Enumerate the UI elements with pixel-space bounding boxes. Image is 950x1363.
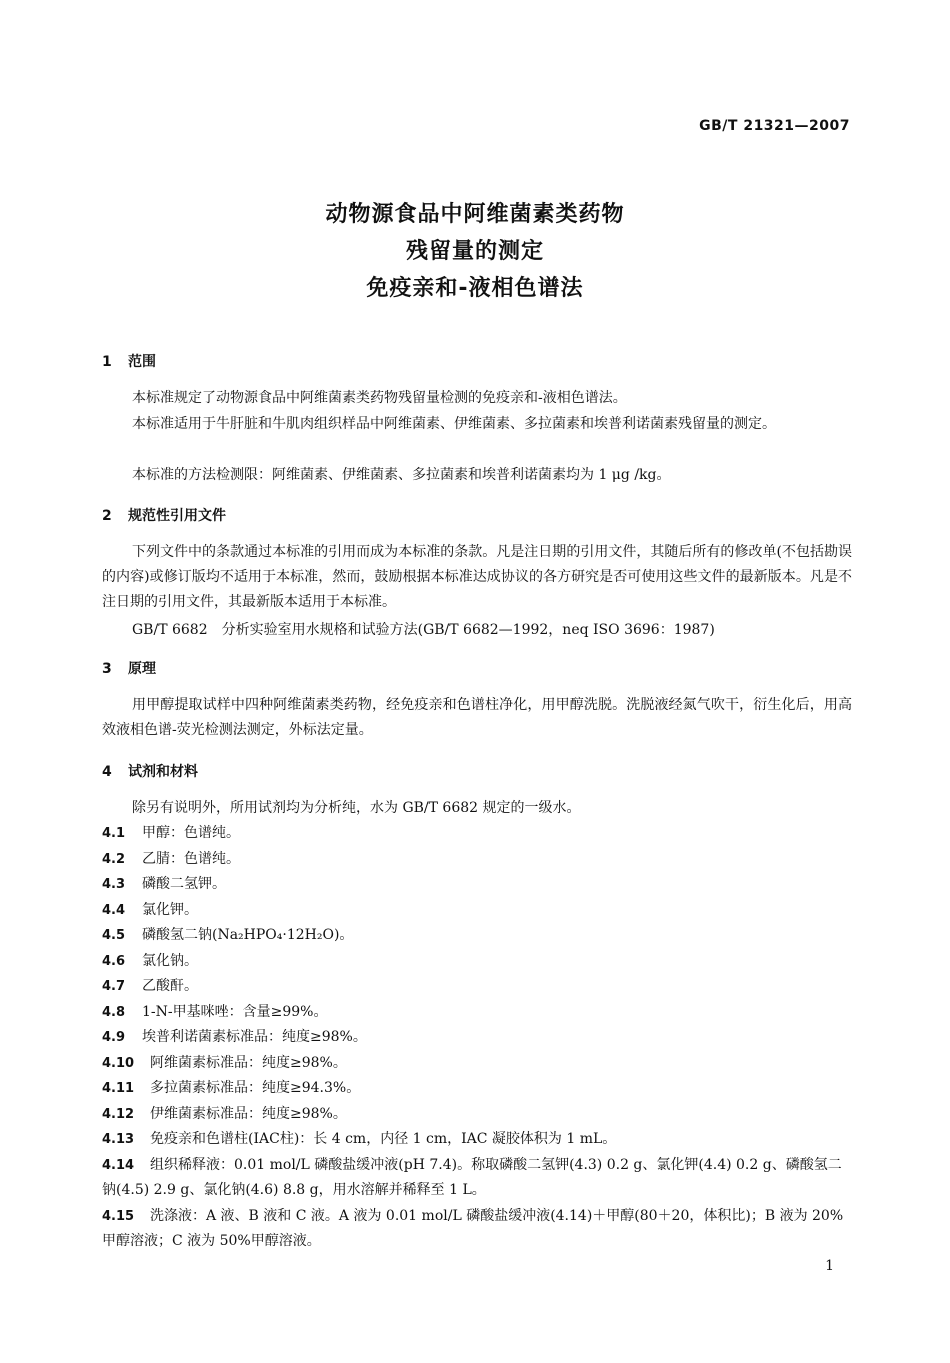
list-item	[102, 821, 852, 846]
title-line-3: 免疫亲和-液相色谱法	[366, 276, 584, 301]
item-number: 4.10	[102, 1056, 135, 1071]
list-item	[102, 949, 852, 974]
document-title	[0, 196, 950, 307]
section-number: 2	[102, 508, 112, 524]
section-1-paragraph-2: 本标准适用于牛肝脏和牛肌肉组织样品中阿维菌素、伊维菌素、多拉菌素和埃普利诺菌素残留量的测定。	[132, 416, 776, 432]
list-item	[102, 898, 852, 923]
list-item	[102, 847, 852, 872]
item-number: 4.8	[102, 1005, 126, 1020]
section-title: 规范性引用文件	[128, 508, 226, 524]
section-3-paragraph-1: 用甲醇提取试样中四种阿维菌素类药物，经免疫亲和色谱柱净化，用甲醇洗脱。洗脱液经氮气吹干，衍生化后，用高效液相色谱-荧光检测法测定，外标法定量。	[102, 697, 852, 738]
item-number: 4.11	[102, 1081, 135, 1096]
section-2-paragraph-1: 下列文件中的条款通过本标准的引用而成为本标准的条款。凡是注日期的引用文件，其随后所有的修改单(不包括勘误的内容)或修订版均不适用于本标准，然而，鼓励根据本标准达成协议的各方研究是否可使用这些文件的最新版本。凡是不注日期的引用文件，其最新版本适用于本标准。	[102, 544, 852, 610]
section-title: 原理	[128, 661, 156, 677]
list-item	[102, 974, 852, 999]
item-number: 4.13	[102, 1132, 135, 1147]
item-number: 4.1	[102, 826, 126, 841]
item-text: 甲醇：色谱纯。	[142, 825, 240, 841]
section-1-paragraph-3: 本标准的方法检测限：阿维菌素、伊维菌素、多拉菌素和埃普利诺菌素均为 1 μg /kg。	[132, 467, 671, 483]
item-number: 4.15	[102, 1209, 135, 1224]
section-4-heading	[102, 762, 198, 782]
list-item	[102, 1051, 852, 1076]
item-text: 阿维菌素标准品：纯度≥98%。	[150, 1055, 347, 1071]
list-item	[102, 1153, 852, 1203]
section-title: 试剂和材料	[128, 764, 198, 780]
list-item	[102, 1127, 852, 1152]
list-item	[102, 1025, 852, 1050]
item-number: 4.7	[102, 979, 126, 994]
item-text: 伊维菌素标准品：纯度≥98%。	[150, 1106, 347, 1122]
item-text: 氯化钠。	[142, 953, 198, 969]
title-line-1: 动物源食品中阿维菌素类药物	[325, 202, 625, 227]
item-text: 洗涤液：A 液、B 液和 C 液。A 液为 0.01 mol/L 磷酸盐缓冲液(4.14)＋甲醇(80＋20，体积比)；B 液为 20%甲醇溶液；C 液为 50%甲醇溶液。	[102, 1208, 844, 1249]
item-number: 4.12	[102, 1107, 135, 1122]
item-text: 磷酸氢二钠(Na₂HPO₄·12H₂O)。	[142, 927, 354, 943]
section-3-heading	[102, 659, 156, 679]
section-number: 4	[102, 764, 112, 780]
item-number: 4.2	[102, 852, 126, 867]
item-text: 多拉菌素标准品：纯度≥94.3%。	[150, 1080, 361, 1096]
item-text: 免疫亲和色谱柱(IAC柱)：长 4 cm，内径 1 cm，IAC 凝胶体积为 1 mL。	[150, 1131, 617, 1147]
item-text: 组织稀释液：0.01 mol/L 磷酸盐缓冲液(pH 7.4)。称取磷酸二氢钾(4.3) 0.2 g、氯化钾(4.4) 0.2 g、磷酸氢二钠(4.5) 2.9 g、氯化钠(4.6) 8.8 g，用水溶解并稀释至 1 L。	[102, 1157, 842, 1198]
item-text: 1-N-甲基咪唑：含量≥99%。	[142, 1004, 328, 1020]
standard-number: GB/T 21321—2007	[699, 118, 850, 134]
list-item	[102, 1076, 852, 1101]
section-2-heading	[102, 506, 226, 526]
item-text: 乙腈：色谱纯。	[142, 851, 240, 867]
section-title: 范围	[128, 354, 156, 370]
section-number: 3	[102, 661, 112, 677]
item-number: 4.3	[102, 877, 126, 892]
list-item	[102, 923, 852, 948]
item-number: 4.4	[102, 903, 126, 918]
item-text: 磷酸二氢钾。	[142, 876, 226, 892]
item-text: 埃普利诺菌素标准品：纯度≥98%。	[142, 1029, 367, 1045]
list-item	[102, 1102, 852, 1127]
section-4-intro: 除另有说明外，所用试剂均为分析纯，水为 GB/T 6682 规定的一级水。	[132, 800, 581, 816]
list-item	[102, 872, 852, 897]
normative-reference: GB/T 6682 分析实验室用水规格和试验方法(GB/T 6682—1992，neq ISO 3696：1987)	[132, 622, 715, 638]
item-text: 乙酸酐。	[142, 978, 198, 994]
page-number: 1	[825, 1258, 834, 1274]
list-item	[102, 1000, 852, 1025]
item-number: 4.5	[102, 928, 126, 943]
title-line-2: 残留量的测定	[405, 239, 544, 264]
item-number: 4.14	[102, 1158, 135, 1173]
item-number: 4.9	[102, 1030, 126, 1045]
section-1-paragraph-1: 本标准规定了动物源食品中阿维菌素类药物残留量检测的免疫亲和-液相色谱法。	[132, 390, 627, 406]
section-number: 1	[102, 354, 112, 370]
list-item	[102, 1204, 852, 1254]
section-1-heading	[102, 352, 156, 372]
item-text: 氯化钾。	[142, 902, 198, 918]
item-number: 4.6	[102, 954, 126, 969]
